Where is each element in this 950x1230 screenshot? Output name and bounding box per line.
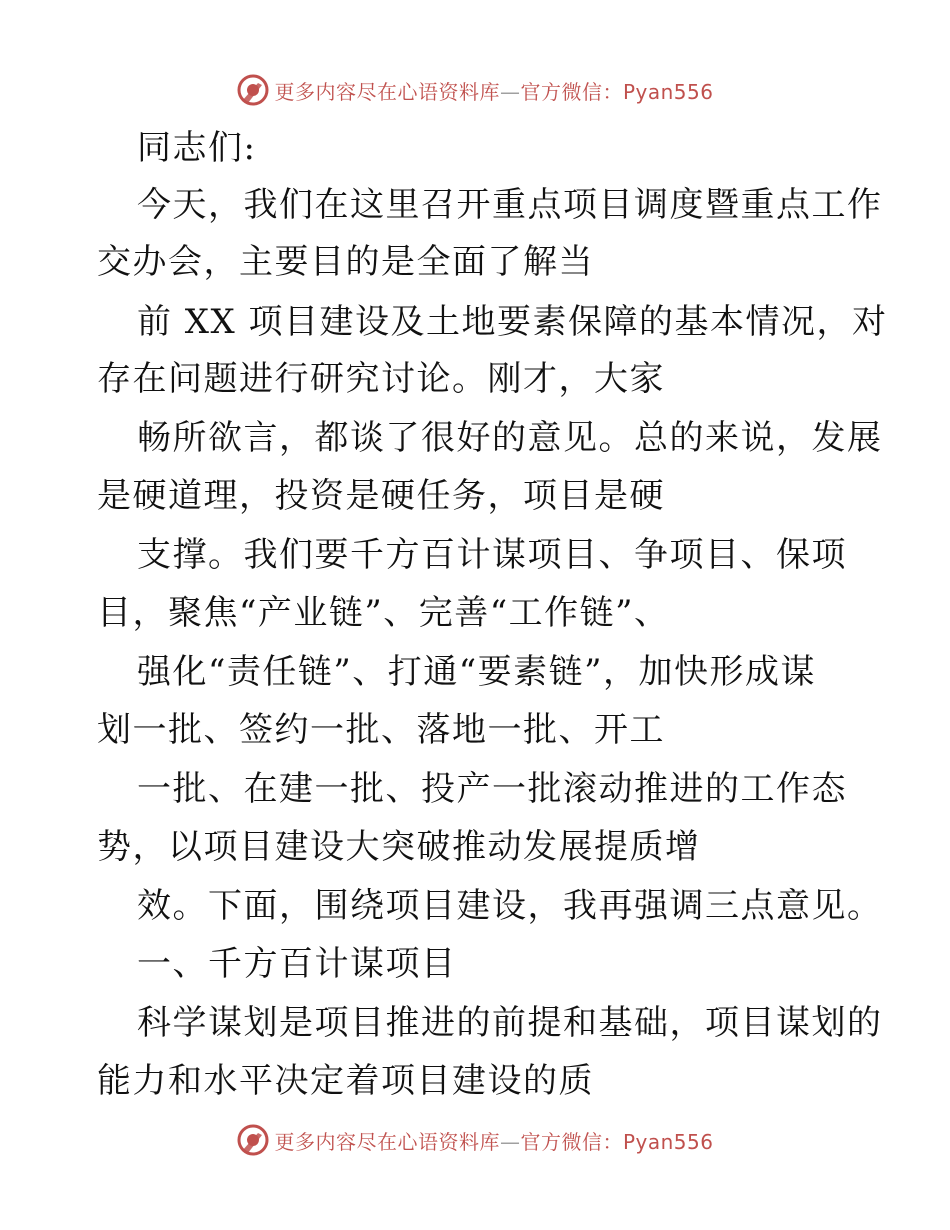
watermark-text: 更多内容尽在心语资料库—官方微信：Pyan556 — [274, 79, 714, 104]
paragraph-line: 今天，我们在这里召开重点项目调度暨重点工作 — [137, 185, 883, 225]
paragraph-line: 目，聚焦“产业链”、完善“工作链”、 — [97, 593, 670, 633]
watermark-text: 更多内容尽在心语资料库—官方微信：Pyan556 — [274, 1129, 714, 1154]
paragraph-line: 前 XX 项目建设及土地要素保障的基本情况，对 — [137, 302, 888, 342]
paragraph-line: 存在问题进行研究讨论。刚才，大家 — [97, 359, 665, 399]
paragraph-line: 划一批、签约一批、落地一批、开工 — [97, 710, 665, 750]
paragraph-line: 科学谋划是项目推进的前提和基础，项目谋划的 — [137, 1003, 883, 1043]
paragraph-line: 畅所欲言，都谈了很好的意见。总的来说，发展 — [137, 418, 883, 458]
section-heading: 一、千方百计谋项目 — [137, 944, 457, 984]
paragraph-line: 势，以项目建设大突破推动发展提质增 — [97, 827, 701, 867]
paragraph-line: 强化“责任链”、打通“要素链”，加快形成谋 — [137, 652, 817, 692]
paragraph-line: 交办会，主要目的是全面了解当 — [97, 242, 594, 282]
brand-logo-icon — [236, 1123, 270, 1157]
paragraph-line: 一批、在建一批、投产一批滚动推进的工作态 — [137, 769, 847, 809]
salutation: 同志们: — [137, 128, 257, 168]
paragraph-line: 是硬道理，投资是硬任务，项目是硬 — [97, 476, 665, 516]
paragraph-line: 效。下面，围绕项目建设，我再强调三点意见。 — [137, 886, 883, 926]
paragraph-line: 支撑。我们要千方百计谋项目、争项目、保项 — [137, 535, 847, 575]
paragraph-line: 能力和水平决定着项目建设的质 — [97, 1061, 594, 1101]
watermark-footer — [0, 1120, 950, 1160]
